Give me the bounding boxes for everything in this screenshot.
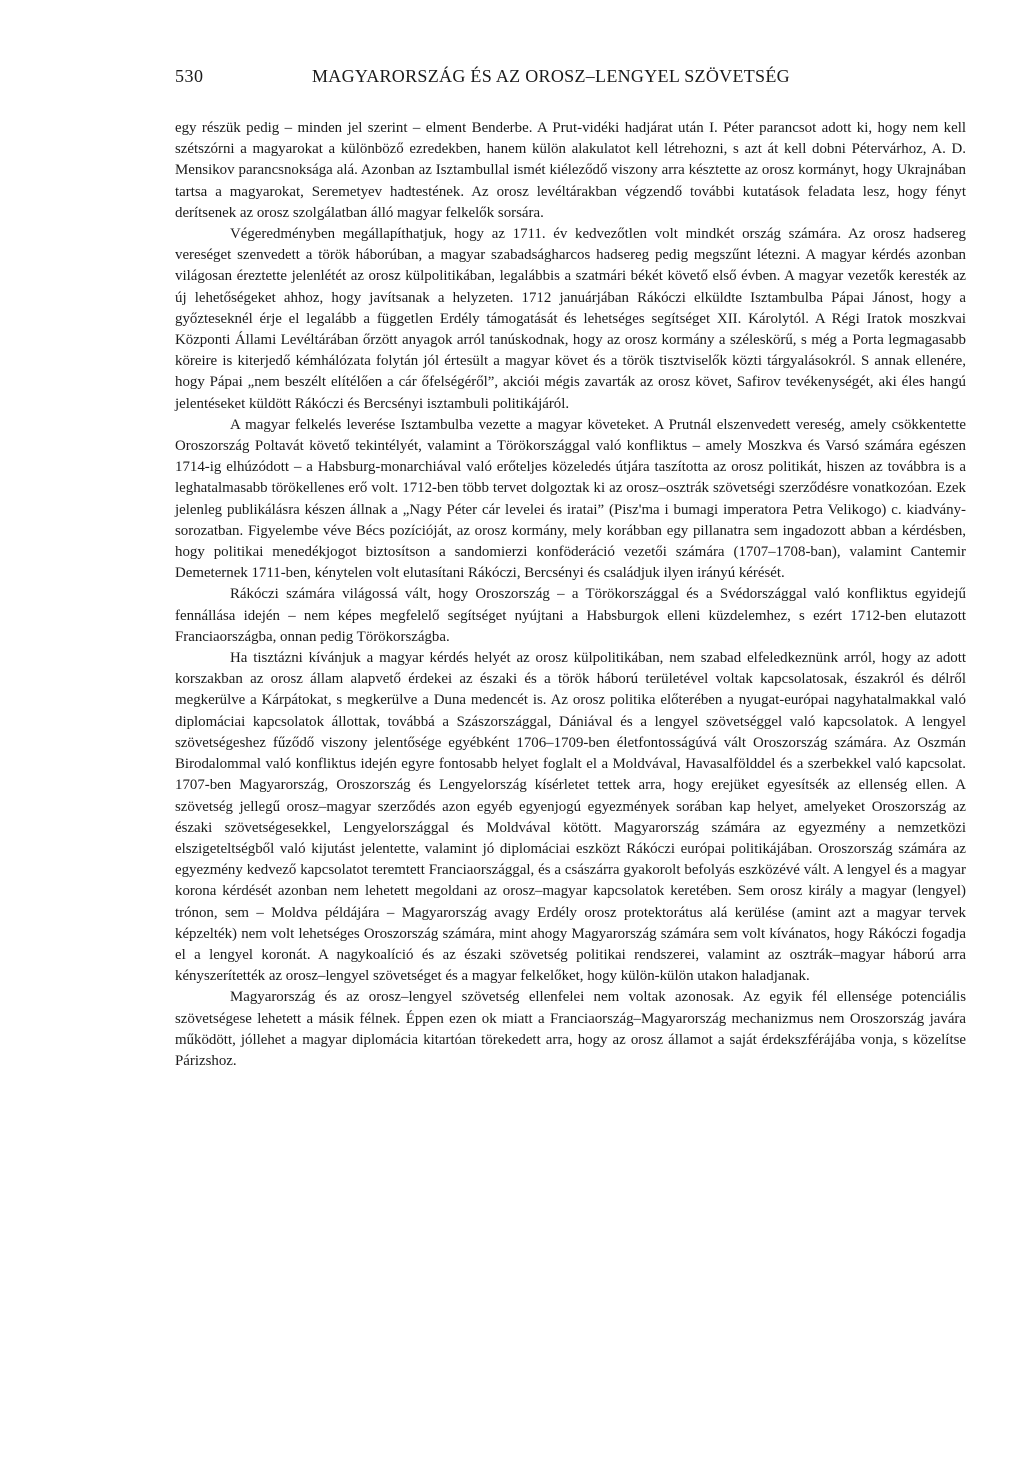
paragraph: Magyarország és az orosz–lengyel szövetség ellenfelei nem voltak azonosak. Az egyik fél ellensége potenciális szövetségese lehetett a másik félnek. Éppen ezen ok miatt a Franciaország–Magyarország mechanizmus nem Oroszország javára működött, jóllehet a magyar diplomácia kitartóan törekedett arra, hogy az orosz államot a saját érdekszférájába vonja, s közelítse Párizshoz. bbox=[175, 989, 966, 1069]
paragraph-continued: egy részük pedig – minden jel szerint – elment Benderbe. A Prut-vidéki hadjárat után I. Péter parancsot adott ki, hogy nem kell szétszórni a magyarokat a különböző ezredekben, hanem külön alakulatot kell létrehozni, s azt át kell dobni Pétervárhoz, A. D. Mensikov parancsnoksága alá. Azonban az Isztambullal ismét kiéleződő viszony arra késztette az orosz kormányt, hogy Ukrajnában tartsa a magyarokat, Seremetyev hadtestének. Az orosz levéltárakban végzendő további kutatások feladata lesz, hogy fényt derítsenek az orosz szolgálatban álló magyar felkelők sorsára. bbox=[175, 120, 966, 221]
paragraph: Végeredményben megállapíthatjuk, hogy az 1711. év kedvezőtlen volt mindkét ország számára. Az orosz hadsereg vereséget szenvedett a török háborúban, a magyar szabadságharcos hadsereg pedig megszűnt létezni. A magyar kérdés azonban világosan éreztette jelenlétét az orosz külpolitikában, legalábbis a szatmári békét követő első évben. A magyar vezetők keresték az új lehetőségeket ahhoz, hogy javítsanak a helyzeten. 1712 januárjában Rákóczi elküldte Isztambulba Pápai Jánost, hogy a győzteseknél érje el legalább a független Erdély támogatását és lehetséges segítséget XII. Károlytól. A Régi Iratok moszkvai Központi Állami Levéltárában őrzött anyagok arról tanúskodnak, hogy az orosz kormány a széleskörű, s még a Porta legmagasabb köreire is kiterjedő kémhálózata folytán jól értesült a magyar követ és a török tisztviselők közti tárgyalásokról. S annak ellenére, hogy Pápai „nem beszélt elítélően a cár őfelségéről”, akciói mégis zavarták az orosz követ, Safirov tevékenységét, aki éles hangú jelentéseket küldött Rákóczi és Bercsényi isztambuli politikájáról. bbox=[175, 226, 966, 412]
paragraph: Ha tisztázni kívánjuk a magyar kérdés helyét az orosz külpolitikában, nem szabad elfeledkeznünk arról, hogy az adott korszakban az orosz állam alapvető érdekei az északi és a török háború területével voltak kapcsolatosak, északról és délről megkerülve a Kárpátokat, s megkerülve a Duna medencét is. Az orosz politika előterében a nyugat-európai nagyhatalmakkal való diplomáciai kapcsolatok állottak, továbbá a Szászországgal, Dániával és a lengyel szövetséggel való kapcsolatok. A lengyel szövetségeshez fűződő viszony jelentősége egyébként 1706–1709-ben életfontosságúvá vált Oroszország számára. Az Oszmán Birodalommal való konfliktus idején egyre fontosabb helyet foglalt el a Moldvával, Havasalfölddel és a szerbekkel való kapcsolat. 1707-ben Magyarország, Oroszország és Lengyelország kísérletet tettek arra, hogy erejüket egyesítsék az ellenség ellen. A szövetség jellegű orosz–magyar szerződés azon egyéb egyenjogú egyezmények sorában kap helyet, amelyeket Oroszország az északi szövetségesekkel, Lengyelországgal és Moldvával kötött. Magyarország számára az egyezmény a nemzetközi elszigeteltségből való kijutást jelentette, valamint jó diplomáciai eszközt Rákóczi európai politikájában. Oroszország számára az egyezmény kedvező kapcsolatot teremtett Franciaországgal, és a császárra gyakorolt befolyás eszközévé vált. A lengyel és a magyar korona kérdését azonban nem lehetett megoldani az orosz–magyar kapcsolatok keretében. Sem orosz király a magyar (lengyel) trónon, sem – Moldva példájára – Magyarország avagy Erdély orosz protektorátus alá kerülése (amint azt a magyar tervek képzelték) nem volt lehetséges Oroszország számára, mint ahogy Magyarország számára sem volt kívánatos, hogy Rákóczi fogadja el a lengyel koronát. A nagykoalíció és az északi szövetség politikai rendszerei, valamint az osztrák–magyar háború arra kényszerítették az orosz–lengyel szövetséget és a magyar felkelőket, hogy külön-külön utakon haladjanak. bbox=[175, 650, 966, 985]
paragraph: A magyar felkelés leverése Isztambulba vezette a magyar követeket. A Prutnál elszenvedett vereség, amely csökkentette Oroszország Poltavát követő tekintélyét, valamint a Törökországgal való konfliktus – amely Moszkva és Varsó számára egészen 1714-ig elhúzódott – a Habsburg-monarchiával való erőteljes közeledés útjára taszította az orosz politikát, hiszen az továbbra is a leghatalmasabb törökellenes erő volt. 1712-ben több tervet dolgoztak ki az orosz–osztrák szövetségi szerződésre vonatkozóan. Ezek jelenleg publikálásra készen állnak a „Nagy Péter cár levelei és iratai” (Pisz'ma i bumagi imperatora Petra Velikogo) c. kiadvány-sorozatban. Figyelembe véve Bécs pozícióját, az orosz kormány, mely korábban egy pillanatra sem ingadozott abban a kérdésben, hogy politikai menedékjogot biztosítson a sandomierzi konföderáció vezetői számára (1707–1708-ban), valamint Cantemir Demeternek 1711-ben, kénytelen volt elutasítani Rákóczi, Bercsényi és családjuk ilyen irányú kérését. bbox=[175, 416, 966, 582]
body-text bbox=[175, 118, 966, 1072]
running-title: MAGYARORSZÁG ÉS AZ OROSZ–LENGYEL SZÖVETSÉG bbox=[312, 66, 790, 86]
page-number: 530 bbox=[175, 66, 204, 86]
running-head bbox=[175, 66, 975, 94]
paragraph: Rákóczi számára világossá vált, hogy Oroszország – a Törökországgal és a Svédországgal való konfliktus egyidejű fennállása idején – nem képes megfelelő segítséget nyújtani a Habsburgok elleni küzdelemhez, s ezért 1712-ben elutazott Franciaországba, onnan pedig Törökországba. bbox=[175, 586, 966, 645]
